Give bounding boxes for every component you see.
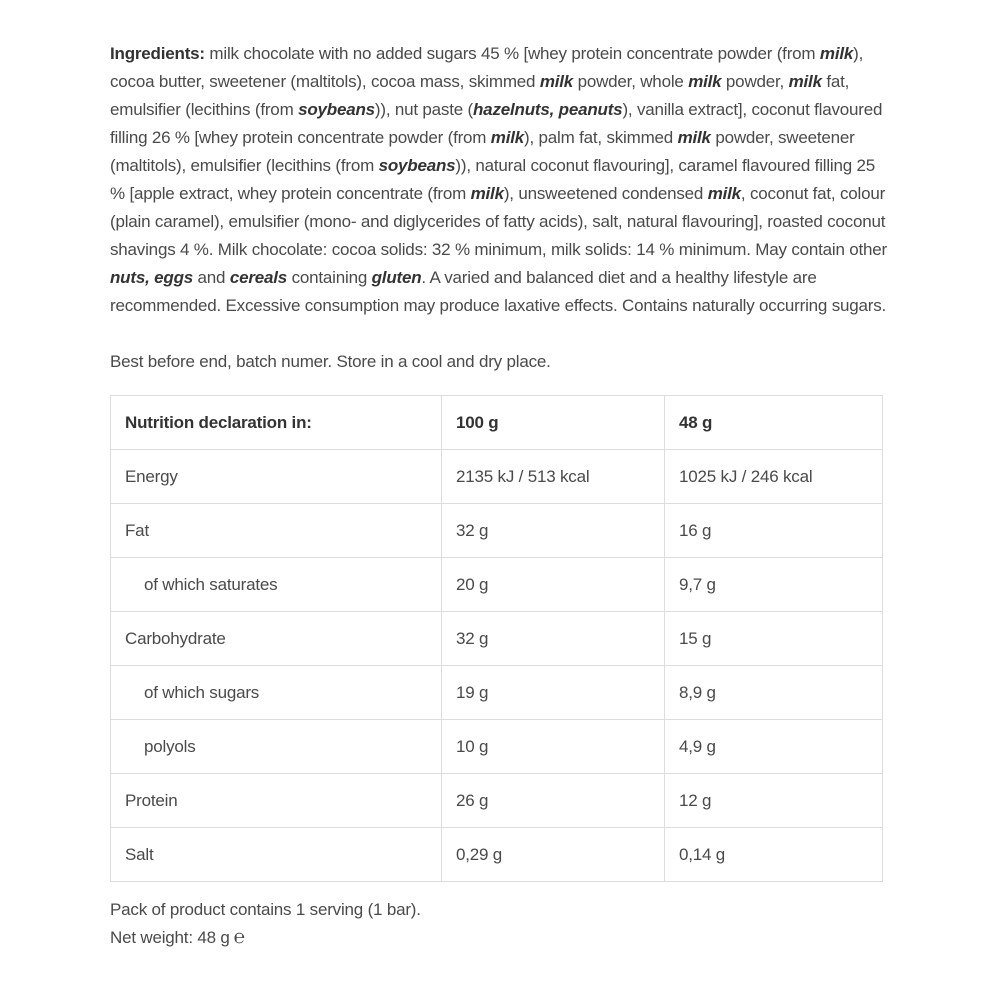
table-row xyxy=(111,612,883,666)
table-row xyxy=(111,828,883,882)
value-per-100g: 2135 kJ / 513 kcal xyxy=(442,450,665,504)
ingredient-text: ), cocoa butter, sweetener (maltitols), cocoa mass, skimmed xyxy=(110,44,864,91)
allergen-text: gluten xyxy=(371,268,422,287)
estimated-sign-icon: ℮ xyxy=(233,927,245,948)
value-per-serving: 15 g xyxy=(665,612,883,666)
ingredient-text: )), natural coconut flavouring], caramel flavoured filling 25 % [apple extract, whey protein concentrate (from xyxy=(110,156,876,203)
product-info xyxy=(110,40,890,952)
nutrient-name: of which sugars xyxy=(111,666,442,720)
nutrient-name: Fat xyxy=(111,504,442,558)
value-per-100g: 26 g xyxy=(442,774,665,828)
value-per-100g: 32 g xyxy=(442,504,665,558)
allergen-text: milk xyxy=(688,72,722,91)
ingredient-text: fat, emulsifier (lecithins (from xyxy=(110,72,850,119)
ingredient-text: ), unsweetened condensed xyxy=(503,184,708,203)
nutrient-name: Salt xyxy=(111,828,442,882)
net-weight: Net weight: 48 g xyxy=(110,928,230,947)
ingredients-text xyxy=(110,44,887,315)
ingredient-text: milk chocolate with no added sugars 45 % [whey protein concentrate powder (from xyxy=(204,44,820,63)
nutrition-header-serving: 48 g xyxy=(665,396,883,450)
value-per-serving: 0,14 g xyxy=(665,828,883,882)
ingredient-text: and xyxy=(193,268,230,287)
nutrient-name: Carbohydrate xyxy=(111,612,442,666)
nutrition-header-label: Nutrition declaration in: xyxy=(111,396,442,450)
table-row xyxy=(111,450,883,504)
allergen-text: milk xyxy=(470,184,504,203)
serving-note: Pack of product contains 1 serving (1 bar). xyxy=(110,900,421,919)
value-per-100g: 10 g xyxy=(442,720,665,774)
net-weight-line xyxy=(110,924,890,952)
ingredient-text: , coconut fat, colour (plain caramel), emulsifier (mono- and diglycerides of fatty acids), salt, natural flavouring], roasted coconut shavings 4 %. Milk chocolate: cocoa solids: 32 % minimum, milk solids: 14 % minimum. May contain other xyxy=(110,184,888,259)
allergen-text: milk xyxy=(677,128,711,147)
value-per-serving: 1025 kJ / 246 kcal xyxy=(665,450,883,504)
nutrient-name: polyols xyxy=(111,720,442,774)
ingredient-text: ), palm fat, skimmed xyxy=(524,128,678,147)
value-per-100g: 32 g xyxy=(442,612,665,666)
package-footer xyxy=(110,896,890,952)
allergen-text: soybeans xyxy=(378,156,456,175)
value-per-serving: 9,7 g xyxy=(665,558,883,612)
value-per-100g: 19 g xyxy=(442,666,665,720)
nutrient-name: Protein xyxy=(111,774,442,828)
allergen-text: soybeans xyxy=(298,100,375,119)
ingredient-text: containing xyxy=(287,268,372,287)
value-per-100g: 0,29 g xyxy=(442,828,665,882)
nutrient-name: Energy xyxy=(111,450,442,504)
ingredient-text: powder, sweetener (maltitols), emulsifier (lecithins (from xyxy=(110,128,855,175)
ingredient-text: powder, whole xyxy=(573,72,689,91)
value-per-serving: 16 g xyxy=(665,504,883,558)
nutrition-header-100g: 100 g xyxy=(442,396,665,450)
table-row xyxy=(111,774,883,828)
allergen-text: milk xyxy=(490,128,525,147)
ingredient-text: ), vanilla extract], coconut flavoured filling 26 % [whey protein concentrate powder (from xyxy=(110,100,883,147)
value-per-serving: 12 g xyxy=(665,774,883,828)
value-per-serving: 8,9 g xyxy=(665,666,883,720)
table-row xyxy=(111,558,883,612)
allergen-text: cereals xyxy=(229,268,288,287)
table-row xyxy=(111,666,883,720)
ingredient-text: )), nut paste ( xyxy=(374,100,473,119)
storage-instructions: Best before end, batch numer. Store in a cool and dry place. xyxy=(110,352,551,371)
table-row xyxy=(111,720,883,774)
nutrition-header-row xyxy=(111,396,883,450)
allergen-text: hazelnuts, peanuts xyxy=(473,100,623,119)
value-per-serving: 4,9 g xyxy=(665,720,883,774)
allergen-text: milk xyxy=(539,72,574,91)
ingredient-text: . A varied and balanced diet and a healthy lifestyle are recommended. Excessive consumption may produce laxative effects. Contains naturally occurring sugars. xyxy=(110,268,887,315)
allergen-text: milk xyxy=(707,184,741,203)
nutrient-name: of which saturates xyxy=(111,558,442,612)
ingredients-paragraph xyxy=(110,40,890,320)
allergen-text: nuts, eggs xyxy=(110,268,194,287)
allergen-text: milk xyxy=(819,44,854,63)
ingredient-text: powder, xyxy=(721,72,789,91)
table-row xyxy=(111,504,883,558)
allergen-text: milk xyxy=(788,72,822,91)
ingredients-heading: Ingredients: xyxy=(110,44,205,63)
value-per-100g: 20 g xyxy=(442,558,665,612)
nutrition-table xyxy=(110,395,883,882)
